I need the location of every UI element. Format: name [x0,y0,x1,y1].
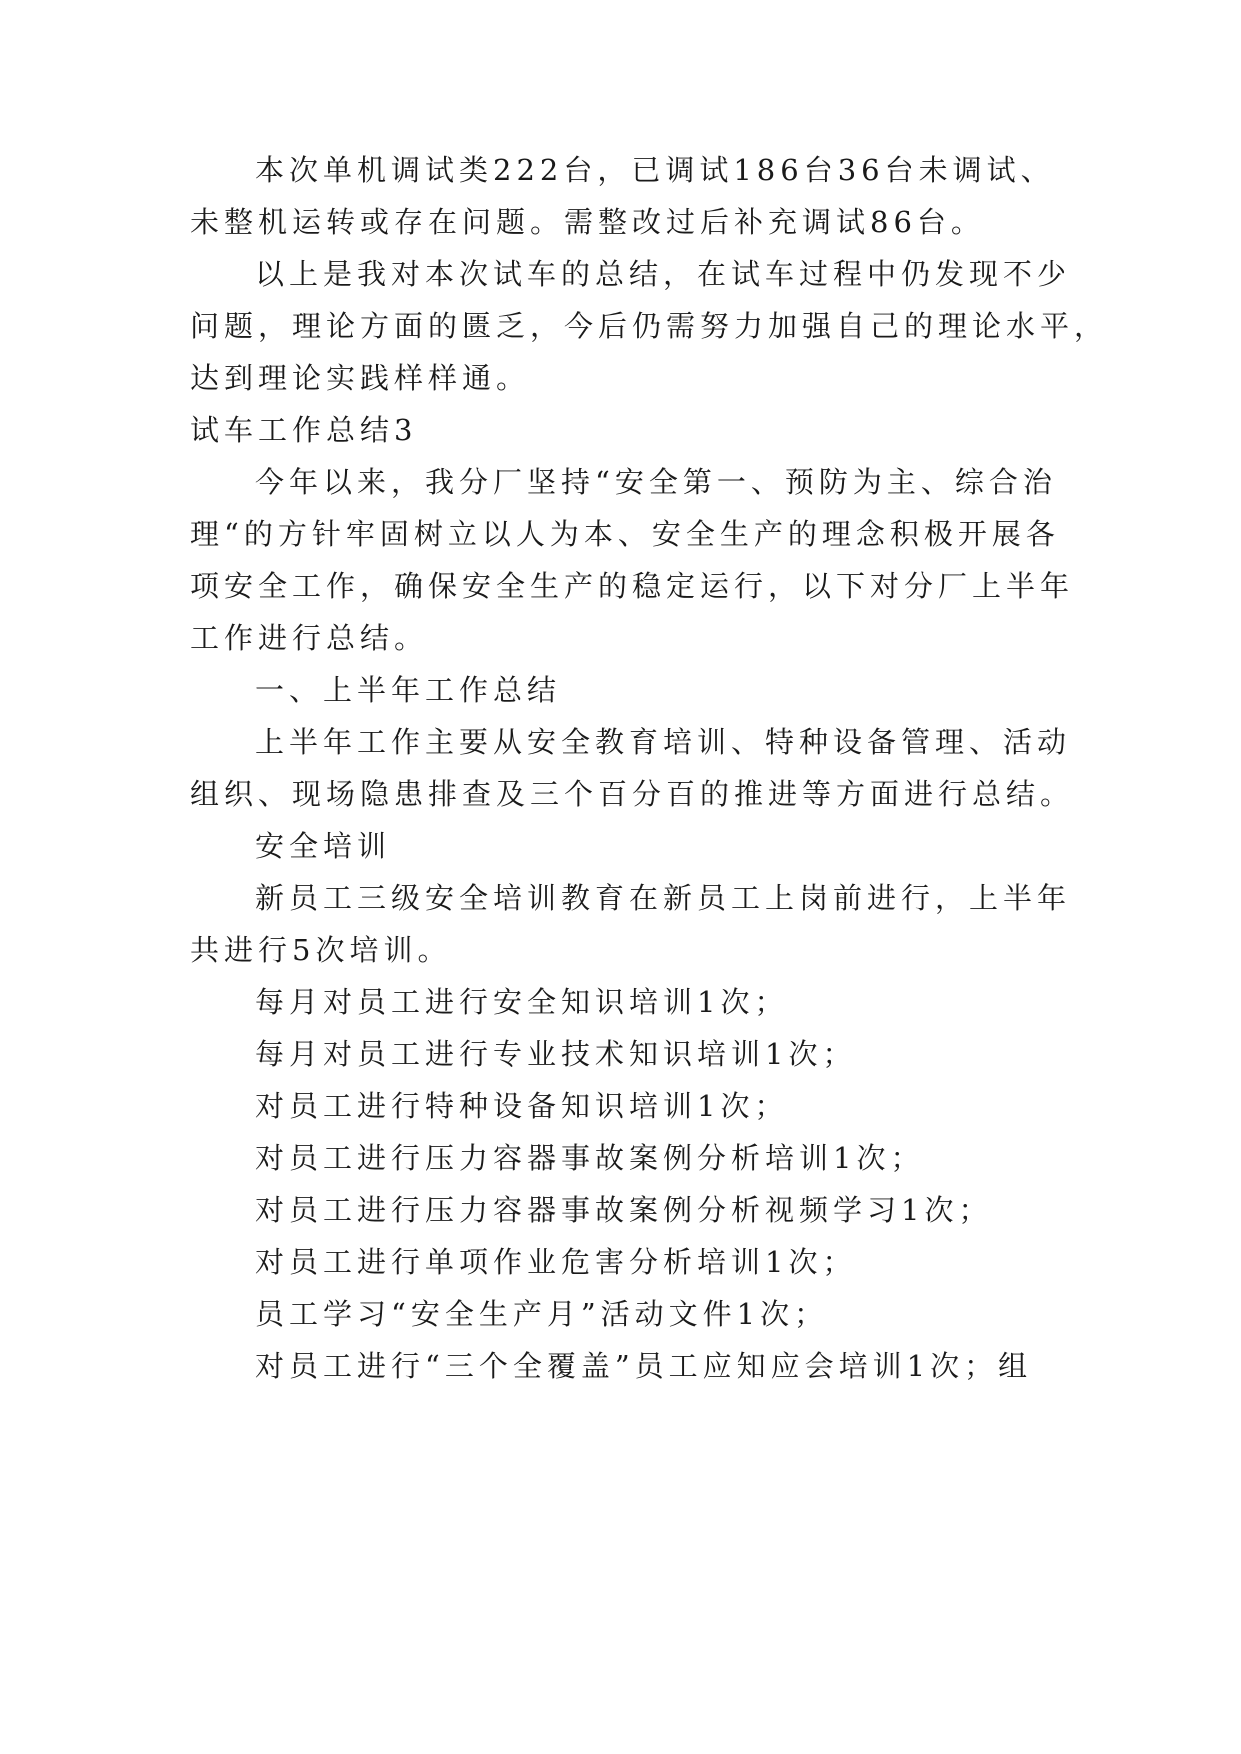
paragraph-line: 组织、现场隐患排查及三个百分百的推进等方面进行总结。 [190,777,1075,811]
list-item: 员工学习“安全生产月”活动文件1次； [255,1297,829,1331]
section-heading: 试车工作总结3 [190,413,418,447]
paragraph-line: 新员工三级安全培训教育在新员工上岗前进行，上半年 [255,881,1072,915]
list-item: 对员工进行“三个全覆盖”员工应知应会培训1次；组 [255,1349,1033,1383]
list-item: 对员工进行单项作业危害分析培训1次； [255,1245,857,1279]
paragraph-line: 工作进行总结。 [190,621,429,655]
paragraph-line: 共进行5次培训。 [190,933,452,967]
paragraph-line: 今年以来，我分厂坚持“安全第一、预防为主、综合治 [255,465,1057,499]
paragraph-line: 理“的方针牢固树立以人为本、安全生产的理念积极开展各 [190,517,1060,551]
paragraph-line: 上半年工作主要从安全教育培训、特种设备管理、活动 [255,725,1072,759]
list-item: 每月对员工进行安全知识培训1次； [255,985,789,1019]
list-item: 对员工进行压力容器事故案例分析视频学习1次； [255,1193,993,1227]
list-item: 对员工进行特种设备知识培训1次； [255,1089,789,1123]
subsection-heading: 安全培训 [255,829,392,863]
paragraph-line: 未整机运转或存在问题。需整改过后补充调试86台。 [190,205,985,239]
paragraph-line: 问题，理论方面的匮乏，今后仍需努力加强自己的理论水平， [190,309,1109,343]
paragraph-line: 本次单机调试类222台，已调试186台36台未调试、 [255,153,1055,187]
list-item: 对员工进行压力容器事故案例分析培训1次； [255,1141,925,1175]
list-item: 每月对员工进行专业技术知识培训1次； [255,1037,857,1071]
paragraph-line: 项安全工作，确保安全生产的稳定运行，以下对分厂上半年 [190,569,1075,603]
subsection-heading: 一、上半年工作总结 [255,673,562,707]
paragraph-line: 达到理论实践样样通。 [190,361,531,395]
paragraph-line: 以上是我对本次试车的总结，在试车过程中仍发现不少 [255,257,1072,291]
